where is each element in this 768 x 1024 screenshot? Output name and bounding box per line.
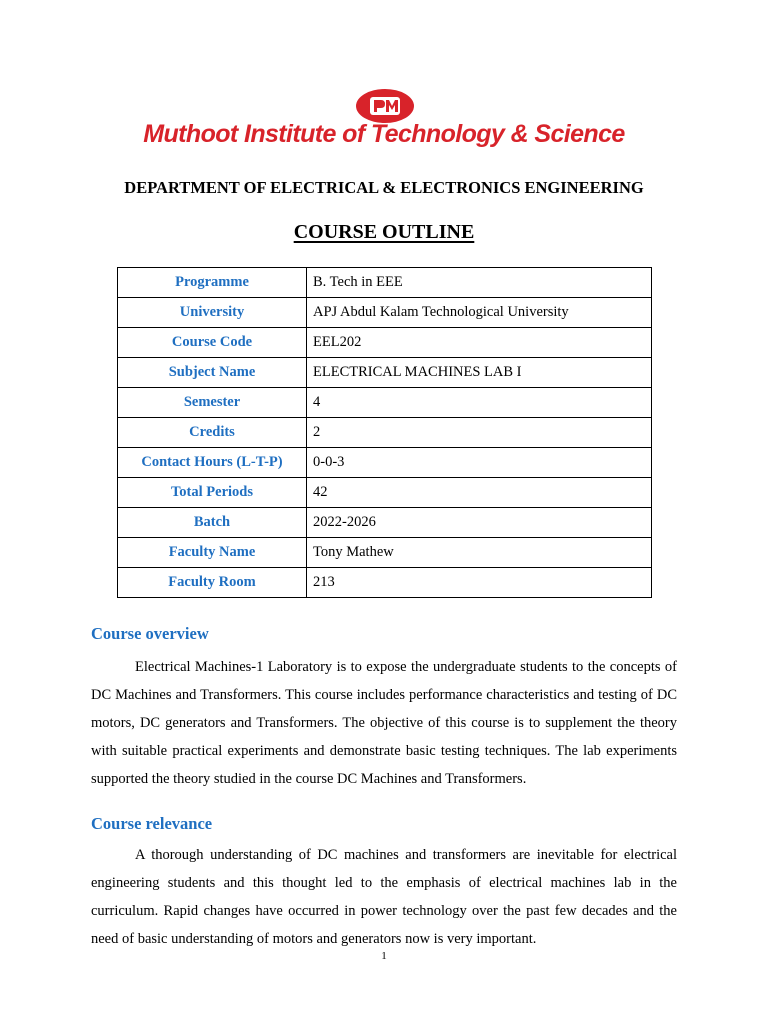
row-value: 4 [307,388,652,418]
department-name: DEPARTMENT OF ELECTRICAL & ELECTRONICS ENGINEERING [124,178,644,197]
page-number: 1 [381,950,387,962]
row-label: Credits [118,418,307,448]
table-row [118,388,652,418]
row-value: B. Tech in EEE [307,268,652,298]
table-row [118,418,652,448]
table-row [118,568,652,598]
row-value: 0-0-3 [307,448,652,478]
row-value: Tony Mathew [307,538,652,568]
row-label: Course Code [118,328,307,358]
row-label: Faculty Room [118,568,307,598]
row-value: 2 [307,418,652,448]
page-title: COURSE OUTLINE [293,221,475,243]
row-value: 2022-2026 [307,508,652,538]
row-label: Contact Hours (L-T-P) [118,448,307,478]
course-overview-text: Electrical Machines-1 Laboratory is to expose the undergraduate students to the concepts of DC Machines and Transformers. This course includes performance characteristics and testing of DC motors, DC generators and Transformers. The objective of this course is to supplement the theory with suitable practical experiments and demonstrate basic testing techniques. The lab experiments supported the theory studied in the course DC Machines and Transformers. [91,659,677,787]
row-value: 213 [307,568,652,598]
row-label: Faculty Name [118,538,307,568]
table-row [118,268,652,298]
row-label: Batch [118,508,307,538]
row-value: 42 [307,478,652,508]
course-overview-heading: Course overview [91,624,209,643]
table-row [118,538,652,568]
row-value: ELECTRICAL MACHINES LAB I [307,358,652,388]
row-label: Semester [118,388,307,418]
row-label: Programme [118,268,307,298]
institute-name: Muthoot Institute of Technology & Science [143,120,625,148]
row-label: Total Periods [118,478,307,508]
table-row [118,478,652,508]
row-label: University [118,298,307,328]
table-row [118,328,652,358]
row-label: Subject Name [118,358,307,388]
table-row [118,298,652,328]
table-row [118,358,652,388]
course-info-table [117,267,652,598]
row-value: EEL202 [307,328,652,358]
course-relevance-text: A thorough understanding of DC machines and transformers are inevitable for electrical engineering students and this thought led to the emphasis of electrical machines lab in the curriculum. Rapid changes have occurred in power technology over the past few decades and the need of basic understanding of motors and generators now is very important. [91,847,677,947]
table-row [118,448,652,478]
row-value: APJ Abdul Kalam Technological University [307,298,652,328]
mits-logo-mark-icon [355,88,415,124]
course-relevance-heading: Course relevance [91,814,213,833]
table-row [118,508,652,538]
